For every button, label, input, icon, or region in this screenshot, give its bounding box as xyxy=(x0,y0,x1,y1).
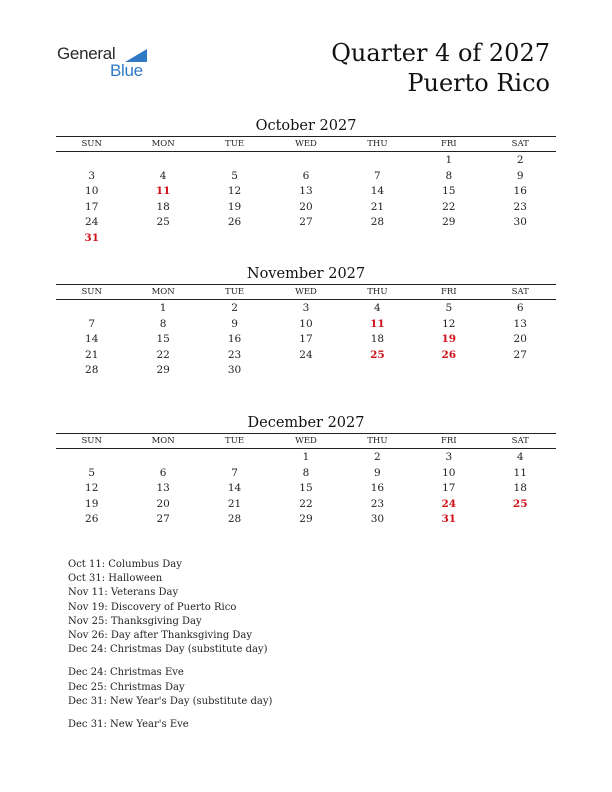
week-row xyxy=(56,332,556,348)
day-cell: 23 xyxy=(513,200,527,213)
holiday-list-item: Nov 26: Day after Thanksgiving Day xyxy=(68,629,253,641)
holiday-day-cell: 19 xyxy=(441,333,457,345)
week-row xyxy=(56,466,556,482)
day-cell: 22 xyxy=(442,200,456,213)
weekday-header: FRI xyxy=(440,436,457,446)
day-cell: 15 xyxy=(442,185,456,197)
day-cell xyxy=(413,363,484,379)
week-row xyxy=(56,184,556,200)
day-cell: 2 xyxy=(231,302,238,314)
day-cell: 18 xyxy=(513,482,527,494)
holiday-day-cell: 25 xyxy=(512,497,528,510)
holiday-list-item: Dec 24: Christmas Eve xyxy=(68,667,184,679)
day-cell xyxy=(56,301,127,317)
day-cell: 22 xyxy=(156,348,170,361)
day-cell: 14 xyxy=(370,185,385,197)
week-row xyxy=(56,231,556,247)
day-cell xyxy=(127,450,198,466)
month-title: December 2027 xyxy=(247,415,365,431)
day-cell: 28 xyxy=(370,216,385,228)
quarter-title: Quarter 4 of 2027 xyxy=(331,39,550,67)
day-cell: 23 xyxy=(227,348,242,361)
day-cell: 4 xyxy=(159,169,167,182)
week-row xyxy=(56,153,556,169)
day-cell: 5 xyxy=(88,466,96,479)
day-cell: 18 xyxy=(156,200,170,213)
day-cell: 4 xyxy=(516,451,524,463)
day-cell: 16 xyxy=(513,185,527,197)
day-cell xyxy=(199,153,270,169)
day-cell: 6 xyxy=(302,169,310,182)
day-cell: 4 xyxy=(374,302,381,314)
holiday-day-cell: 24 xyxy=(441,497,457,510)
month-december xyxy=(56,413,556,528)
weekday-header: WED xyxy=(295,436,317,446)
holiday-day-cell: 26 xyxy=(441,348,457,361)
day-cell: 21 xyxy=(85,348,99,361)
weekday-header-row xyxy=(56,434,556,449)
day-cell: 7 xyxy=(231,466,238,479)
page-title xyxy=(331,38,550,98)
logo-word-blue: Blue xyxy=(110,61,143,80)
weekday-header: MON xyxy=(151,287,175,297)
weekday-header: SUN xyxy=(81,436,102,446)
day-cell: 25 xyxy=(156,216,170,228)
weekday-header: TUE xyxy=(225,436,245,446)
day-cell: 30 xyxy=(370,513,385,525)
holiday-list-item: Dec 24: Christmas Day (substitute day) xyxy=(68,644,268,656)
holiday-day-cell: 31 xyxy=(441,513,457,525)
day-cell: 14 xyxy=(85,333,99,345)
holiday-list-item: Oct 11: Columbus Day xyxy=(68,559,182,570)
day-cell xyxy=(485,231,556,247)
day-cell xyxy=(342,153,413,169)
day-cell: 16 xyxy=(227,333,242,345)
day-cell: 24 xyxy=(299,348,313,361)
day-cell: 1 xyxy=(445,154,453,166)
holiday-day-cell: 11 xyxy=(155,185,171,197)
weekday-header: THU xyxy=(367,436,388,446)
week-row xyxy=(56,481,556,497)
day-cell: 2 xyxy=(516,154,524,166)
holiday-list-item: Nov 19: Discovery of Puerto Rico xyxy=(68,601,237,613)
day-cell xyxy=(485,363,556,379)
month-title: October 2027 xyxy=(255,118,357,134)
day-cell: 11 xyxy=(513,466,527,479)
day-cell: 12 xyxy=(442,317,456,330)
day-cell: 3 xyxy=(302,302,310,314)
day-cell: 8 xyxy=(159,317,167,330)
day-cell xyxy=(342,231,413,247)
holiday-list-item: Nov 11: Veterans Day xyxy=(68,587,179,599)
day-cell: 6 xyxy=(516,302,524,314)
day-cell: 19 xyxy=(85,497,99,510)
day-cell: 9 xyxy=(516,169,524,182)
day-cell xyxy=(270,231,341,247)
weekday-header: THU xyxy=(367,139,388,149)
holiday-day-cell: 25 xyxy=(370,348,385,361)
day-cell: 9 xyxy=(231,317,238,330)
day-cell: 13 xyxy=(156,482,170,494)
day-cell: 7 xyxy=(374,169,381,182)
weekday-header: MON xyxy=(151,139,175,149)
weekday-header: SAT xyxy=(511,436,529,446)
day-cell: 24 xyxy=(85,216,99,228)
day-cell: 1 xyxy=(302,451,310,463)
holiday-list-item: Dec 31: New Year's Day (substitute day) xyxy=(68,695,273,707)
week-row xyxy=(56,512,556,528)
weekday-header-row xyxy=(56,285,556,300)
month-october xyxy=(56,116,556,246)
day-cell: 17 xyxy=(85,200,99,213)
day-cell: 15 xyxy=(299,482,313,494)
day-cell xyxy=(127,153,198,169)
day-cell: 13 xyxy=(513,317,527,330)
generalblue-logo xyxy=(57,44,157,82)
day-cell: 20 xyxy=(156,497,170,510)
list-spacer xyxy=(68,657,272,666)
day-cell xyxy=(127,231,198,247)
day-cell: 10 xyxy=(299,317,313,330)
holiday-list-item: Dec 31: New Year's Eve xyxy=(68,718,189,730)
day-cell: 23 xyxy=(370,497,385,510)
weekday-header: FRI xyxy=(440,139,457,149)
day-cell: 27 xyxy=(299,216,313,228)
day-cell: 22 xyxy=(299,497,313,510)
day-cell: 5 xyxy=(231,169,238,182)
day-cell: 12 xyxy=(227,185,242,197)
logo-word-general: General xyxy=(57,44,116,63)
day-cell: 1 xyxy=(159,302,167,314)
day-cell: 20 xyxy=(513,333,527,345)
month-november xyxy=(56,264,556,379)
day-cell: 16 xyxy=(370,482,385,494)
weekday-header-row xyxy=(56,137,556,152)
day-cell: 8 xyxy=(445,169,453,182)
day-cell xyxy=(413,231,484,247)
day-cell: 9 xyxy=(374,466,381,479)
day-cell: 3 xyxy=(445,451,453,463)
day-cell: 21 xyxy=(370,200,385,213)
day-cell: 30 xyxy=(513,216,527,228)
weekday-header: WED xyxy=(295,139,317,149)
day-cell: 15 xyxy=(156,333,170,345)
holiday-day-cell: 11 xyxy=(370,317,385,330)
day-cell: 5 xyxy=(445,302,453,314)
day-cell: 10 xyxy=(442,466,456,479)
weekday-header: SUN xyxy=(81,139,102,149)
week-row xyxy=(56,200,556,216)
day-cell: 14 xyxy=(227,482,242,494)
holiday-list xyxy=(68,558,272,732)
holiday-list-item: Oct 31: Halloween xyxy=(68,573,163,585)
day-cell: 7 xyxy=(88,317,96,330)
day-cell xyxy=(56,153,127,169)
day-cell: 26 xyxy=(85,513,99,525)
day-cell xyxy=(270,363,341,379)
week-row xyxy=(56,301,556,317)
day-cell: 29 xyxy=(156,364,170,376)
weekday-header: WED xyxy=(295,287,317,297)
week-row xyxy=(56,348,556,364)
day-cell: 19 xyxy=(227,200,242,213)
weekday-header: MON xyxy=(151,436,175,446)
day-cell: 3 xyxy=(88,169,96,182)
day-cell xyxy=(485,512,556,528)
day-cell: 10 xyxy=(85,185,99,197)
day-cell: 12 xyxy=(85,482,99,494)
week-row xyxy=(56,450,556,466)
holiday-day-cell: 31 xyxy=(84,231,100,244)
day-cell: 8 xyxy=(302,466,310,479)
month-title: November 2027 xyxy=(246,266,366,282)
week-row xyxy=(56,497,556,513)
holiday-list-item: Dec 25: Christmas Day xyxy=(68,681,185,693)
day-cell xyxy=(56,450,127,466)
day-cell: 2 xyxy=(374,451,381,463)
day-cell: 13 xyxy=(299,185,313,197)
day-cell: 28 xyxy=(227,513,242,525)
weekday-header: TUE xyxy=(225,139,245,149)
week-row xyxy=(56,169,556,185)
day-cell: 27 xyxy=(513,348,527,361)
day-cell: 6 xyxy=(159,466,167,479)
day-cell: 29 xyxy=(299,513,313,525)
day-cell: 17 xyxy=(442,482,456,494)
weekday-header: SAT xyxy=(511,139,529,149)
day-cell: 28 xyxy=(85,364,99,376)
day-cell: 29 xyxy=(442,216,456,228)
weekday-header: TUE xyxy=(225,287,245,297)
day-cell: 17 xyxy=(299,333,313,345)
holiday-list-item: Nov 25: Thanksgiving Day xyxy=(68,615,202,627)
day-cell xyxy=(342,363,413,379)
day-cell: 27 xyxy=(156,513,170,525)
day-cell: 18 xyxy=(370,333,385,345)
weekday-header: SUN xyxy=(81,287,102,297)
day-cell: 21 xyxy=(227,497,242,510)
day-cell: 20 xyxy=(299,200,313,213)
day-cell xyxy=(199,231,270,247)
day-cell xyxy=(199,450,270,466)
weekday-header: FRI xyxy=(440,287,457,297)
week-row xyxy=(56,363,556,379)
day-cell: 30 xyxy=(227,364,242,376)
day-cell xyxy=(270,153,341,169)
week-row xyxy=(56,215,556,231)
weekday-header: SAT xyxy=(511,287,529,297)
weekday-header: THU xyxy=(367,287,388,297)
list-spacer xyxy=(68,709,272,718)
country-title: Puerto Rico xyxy=(407,69,550,97)
day-cell: 26 xyxy=(227,216,242,228)
week-row xyxy=(56,317,556,333)
